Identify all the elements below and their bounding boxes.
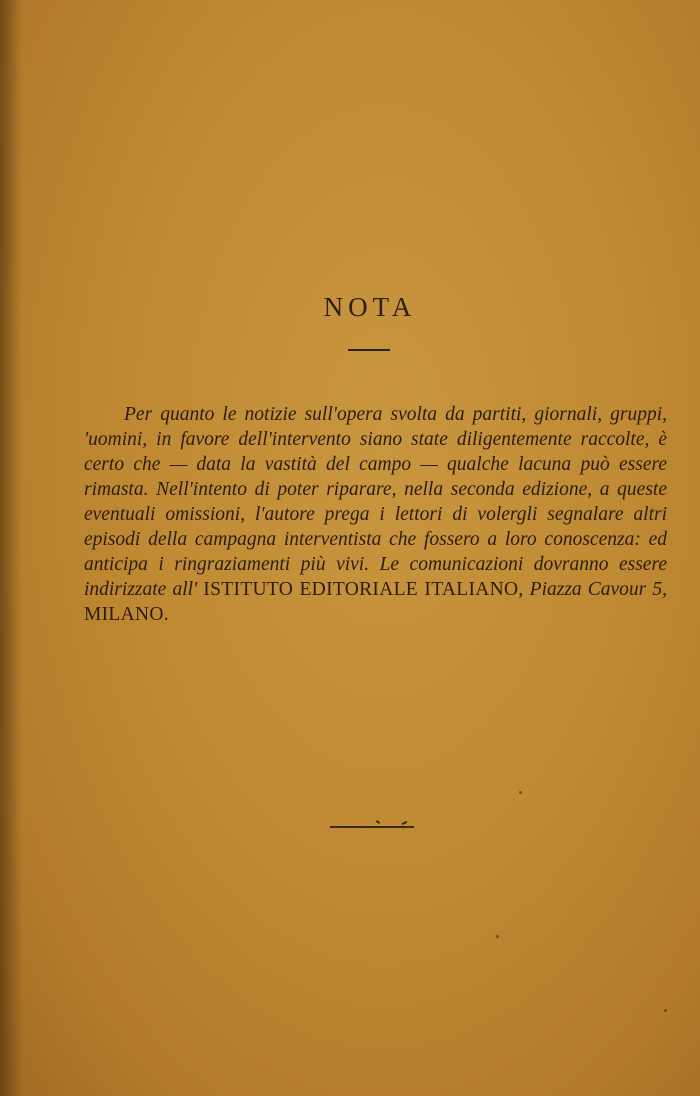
note-paragraph xyxy=(84,402,667,627)
paper-speck xyxy=(496,935,499,938)
note-text: Per quanto le notizie sull'opera svolta da partiti, giornali, gruppi, 'uomini, in favore dell'intervento siano state diligentemente raccolte, è certo che — data la vastità del campo — qualche lacuna può essere rimasta. Nell'intento di poter riparare, nella seconda edizione, a queste eventuali omissioni, l'autore prega i lettori di volergli segnalare altri episodi della campagna interventista che fossero a loro conoscenza: ed anticipa i ringraziamenti più vivi. Le comunicazioni dovranno essere indirizzate all' xyxy=(84,404,667,600)
publisher-city: MILANO. xyxy=(84,604,169,625)
closing-ornament xyxy=(330,826,414,828)
publisher-name: ISTITUTO EDITORIALE ITALIANO, xyxy=(203,579,524,600)
paper-speck xyxy=(664,1009,667,1012)
publisher-address: Piazza Cavour 5, xyxy=(523,579,667,600)
paper-speck xyxy=(519,791,522,794)
binding-shadow xyxy=(0,0,22,1096)
page-title: NOTA xyxy=(323,292,417,322)
title-divider xyxy=(348,349,390,351)
